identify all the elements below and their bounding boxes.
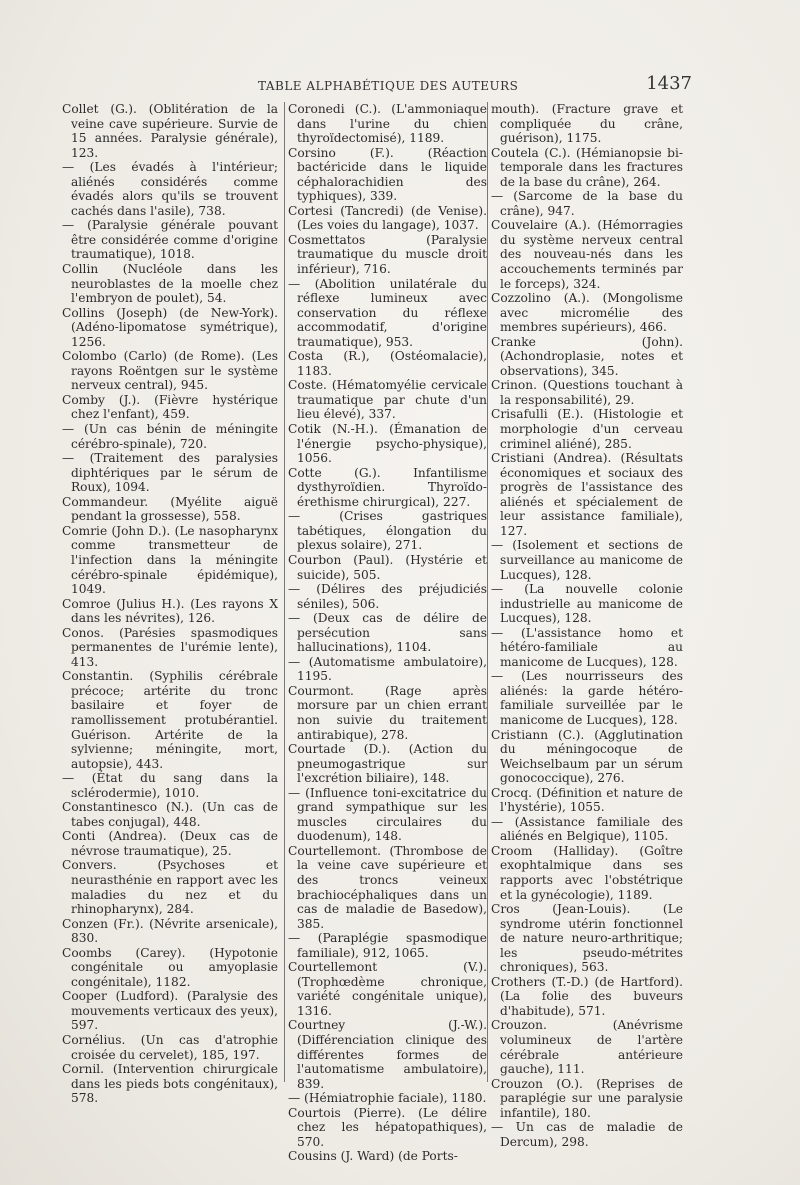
index-entry: Commandeur. (Myélite aiguë pendant la grossesse), 558.	[62, 494, 278, 524]
index-entry: Conzen (Fr.). (Névrite arsenicale), 830.	[62, 916, 278, 946]
index-entry: Constantinesco (N.). (Un cas de tabes conjugal), 448.	[62, 800, 278, 829]
index-entry: Comby (J.). (Fièvre hystérique chez l'enfant), 459.	[62, 392, 278, 422]
index-entry: Courbon (Paul). (Hystérie et suicide), 505.	[288, 552, 487, 582]
index-entry: Cooper (Ludford). (Paralysie des mouvements verticaux des yeux), 597.	[62, 989, 278, 1033]
index-entry: Couvelaire (A.). (Hémorragies du système nerveux central des nouveau-nés dans les accouchements terminés par le forceps), 324.	[491, 218, 683, 291]
index-entry: Comrie (John D.). (Le nasopharynx comme transmetteur de l'infection dans la méningite cérébro-spinale épidémique), 1049.	[62, 523, 278, 597]
index-entry: Constantin. (Syphilis cérébrale précoce; artérite du tronc basilaire et foyer de ramollissement protubérantiel. Guérison. Artérite de la sylvienne; méningite, mort, autopsie), 443.	[62, 669, 278, 771]
index-entry: Crocq. (Définition et nature de l'hystérie), 1055.	[491, 785, 683, 815]
index-entry: Comroe (Julius H.). (Les rayons X dans les névrites), 126.	[62, 596, 278, 626]
index-entry: — (L'assistance homo et hétéro-familiale au manicome de Lucques), 128.	[491, 625, 683, 669]
index-entry: — (Traitement des paralysies diphtériques par le sérum de Roux), 1094.	[62, 451, 278, 495]
index-entry: — (Les nourrisseurs des aliénés: la garde hétéro-familiale surveillée par le manicome de Lucques), 128.	[491, 669, 683, 727]
index-entry: Cranke (John). (Achondroplasie, notes et observations), 345.	[491, 334, 683, 378]
index-entry: Corsino (F.). (Réaction bactéricide dans le liquide céphalorachidien des typhiques), 339.	[288, 145, 487, 204]
index-entry: Crothers (T.-D.) (de Hartford). (La folie des buveurs d'habitude), 571.	[491, 974, 683, 1018]
index-entry: — (Paralysie générale pouvant être considérée comme d'origine traumatique), 1018.	[62, 218, 278, 262]
index-entry: Coronedi (C.). (L'ammoniaque dans l'urine du chien thyroïdectomisé), 1189.	[288, 102, 487, 146]
index-entry: Collet (G.). (Oblitération de la veine cave supérieure. Survie de 15 années. Paralysie générale), 123.	[62, 102, 278, 160]
index-entry: — (État du sang dans la sclérodermie), 1010.	[62, 771, 278, 800]
index-entry: mouth). (Fracture grave et compliquée du crâne, guérison), 1175.	[491, 102, 683, 146]
index-entry: Cornil. (Intervention chirurgicale dans les pieds bots congénitaux), 578.	[62, 1062, 278, 1106]
index-entry: — (La nouvelle colonie industrielle au manicome de Lucques), 128.	[491, 582, 683, 626]
header-title: TABLE ALPHABÉTIQUE DES AUTEURS	[258, 79, 519, 93]
index-entry: — (Les évadés à l'intérieur; aliénés considérés comme évadés alors qu'ils se trouvent cachés dans l'asile), 738.	[62, 160, 278, 218]
index-entry: Collin (Nucléole dans les neuroblastes de la moelle chez l'embryon de poulet), 54.	[62, 262, 278, 306]
index-entry: Crinon. (Questions touchant à la responsabilité), 29.	[491, 378, 683, 407]
index-entry: Cotik (N.-H.). (Émanation de l'énergie psycho-physique), 1056.	[288, 422, 487, 466]
index-entry: Crisafulli (E.). (Histologie et morphologie d'un cerveau criminel aliéné), 285.	[491, 407, 683, 451]
index-entry: — (Automatisme ambulatoire), 1195.	[288, 654, 487, 684]
index-entry: — (Deux cas de délire de persécution sans hallucinations), 1104.	[288, 611, 487, 655]
index-entry: Costa (R.), (Ostéomalacie), 1183.	[288, 349, 487, 378]
index-entry: Courtois (Pierre). (Le délire chez les hépatopathiques), 570.	[288, 1105, 487, 1149]
index-entry: Conos. (Parésies spasmodiques permanentes de l'urémie lente), 413.	[62, 625, 278, 669]
index-column-1	[62, 102, 278, 1106]
index-entry: Conti (Andrea). (Deux cas de névrose traumatique), 25.	[62, 829, 278, 858]
index-entry: Crouzon. (Anévrisme volumineux de l'artère cérébrale antérieure gauche), 111.	[491, 1018, 683, 1077]
index-entry: Coste. (Hématomyélie cervicale traumatique par chute d'un lieu élevé), 337.	[288, 378, 487, 422]
index-entry: Cristiann (C.). (Agglutination du méningocoque de Weichselbaum par un sérum gonococcique), 276.	[491, 727, 683, 786]
index-entry: — (Sarcome de la base du crâne), 947.	[491, 189, 683, 218]
index-entry: Cornélius. (Un cas d'atrophie croisée du cervelet), 185, 197.	[62, 1033, 278, 1062]
index-entry: Courmont. (Rage après morsure par un chien errant non suivie du traitement antirabique), 278.	[288, 683, 487, 742]
index-entry: Cozzolino (A.). (Mongolisme avec micromélie des membres supérieurs), 466.	[491, 291, 683, 335]
index-entry: — (Hémiatrophie faciale), 1180.	[288, 1091, 487, 1106]
index-entry: — (Un cas bénin de méningite cérébro-spinale), 720.	[62, 422, 278, 451]
index-entry: Colombo (Carlo) (de Rome). (Les rayons Roëntgen sur le système nerveux central), 945.	[62, 349, 278, 393]
index-entry: Croom (Halliday). (Goître exophtalmique dans ses rapports avec l'obstétrique et la gynécologie), 1189.	[491, 843, 683, 902]
running-header	[0, 73, 800, 103]
index-entry: — (Abolition unilatérale du réflexe lumineux avec conservation du réflexe accommodatif, d'origine traumatique), 953.	[288, 276, 487, 349]
index-entry: Cotte (G.). Infantilisme dysthyroïdien. Thyroïdo-érethisme chirurgical), 227.	[288, 465, 487, 509]
index-entry: — Un cas de maladie de Dercum), 298.	[491, 1120, 683, 1149]
index-entry: Courtney (J.-W.). (Différenciation clinique des différentes formes de l'automatisme ambulatoire), 839.	[288, 1018, 487, 1091]
index-entry: Cosmettatos (Paralysie traumatique du muscle droit inférieur), 716.	[288, 232, 487, 277]
index-entry: Cristiani (Andrea). (Résultats économiques et sociaux des progrès de l'assistance des aliénés et spécialement de leur assistance familiale), 127.	[491, 451, 683, 538]
index-entry: Collins (Joseph) (de New-York). (Adéno-lipomatose symétrique), 1256.	[62, 305, 278, 349]
index-entry: — (Crises gastriques tabétiques, élongation du plexus solaire), 271.	[288, 509, 487, 553]
index-entry: Cousins (J. Ward) (de Ports-	[288, 1149, 458, 1164]
index-entry: Cortesi (Tancredi) (de Venise). (Les voies du langage), 1037.	[288, 203, 487, 233]
index-entry: — (Influence toni-excitatrice du grand sympathique sur les muscles circulaires du duodenum), 148.	[288, 785, 487, 844]
index-entry: — (Délires des préjudiciés séniles), 506.	[288, 582, 487, 611]
index-entry: Coutela (C.). (Hémianopsie bi-temporale dans les fractures de la base du crâne), 264.	[491, 145, 683, 189]
index-entry: Coombs (Carey). (Hypotonie congénitale ou amyoplasie congénitale), 1182.	[62, 945, 278, 989]
index-entry: Courtellemont. (Thrombose de la veine cave supérieure et des troncs veineux brachiocéphaliques dans un cas de maladie de Basedow), 385.	[288, 843, 487, 931]
index-entry: Courtade (D.). (Action du pneumogastrique sur l'excrétion biliaire), 148.	[288, 742, 487, 786]
index-entry: Crouzon (O.). (Reprises de paraplégie sur une paralysie infantile), 180.	[491, 1076, 683, 1120]
index-column-2	[284, 102, 487, 1164]
index-entry: Convers. (Psychoses et neurasthénie en rapport avec les maladies du nez et du rhinopharynx), 284.	[62, 858, 278, 917]
index-entry: Cros (Jean-Louis). (Le syndrome utérin fonctionnel de nature neuro-arthritique; les pseudo-métrites chroniques), 563.	[491, 902, 683, 975]
index-entry: — (Isolement et sections de surveillance au manicome de Lucques), 128.	[491, 538, 683, 582]
index-entry: — (Paraplégie spasmodique familiale), 912, 1065.	[288, 931, 487, 960]
index-column-3	[487, 102, 683, 1149]
index-entry: — (Assistance familiale des aliénés en Belgique), 1105.	[491, 814, 683, 844]
page-number: 1437	[646, 73, 692, 94]
index-entry: Courtellemont (V.). (Trophœdème chronique, variété congénitale unique), 1316.	[288, 960, 487, 1018]
